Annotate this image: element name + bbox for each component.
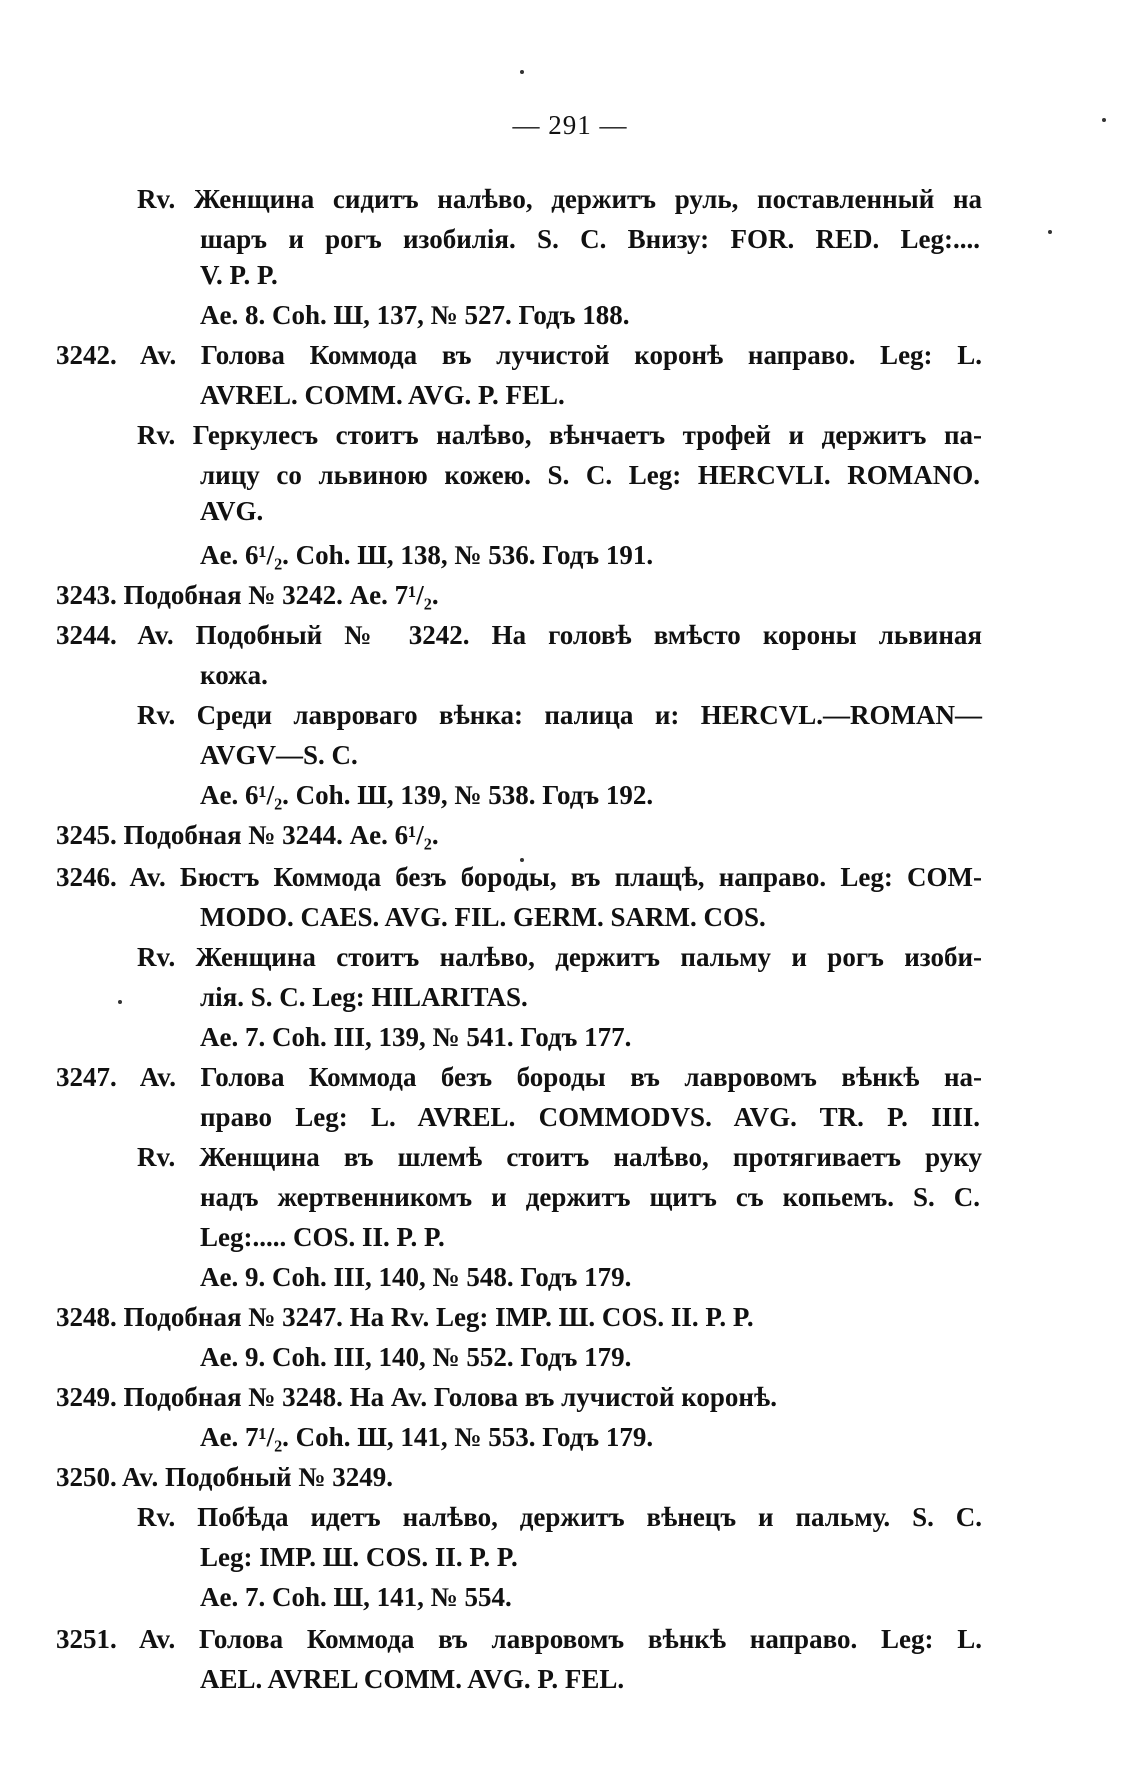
- text-line: Rv. Женщина стоитъ налѣво, держитъ пальму и рогъ изоби-: [137, 942, 982, 972]
- ink-speck: [520, 858, 524, 862]
- entry-3244-av: 3244. Av. Подобный № 3242. На головѣ вмѣсто короны львиная: [56, 620, 982, 650]
- text-line: лія. S. C. Leg: HILARITAS.: [200, 982, 528, 1012]
- entry-3249: 3249. Подобная № 3248. На Av. Голова въ лучистой коронѣ.: [56, 1382, 777, 1412]
- text-line: Ae. 7. Coh. Ш, 141, № 554.: [200, 1582, 512, 1612]
- ink-speck: [1048, 230, 1052, 234]
- entry-3242-av: 3242. Av. Голова Коммода въ лучистой коронѣ направо. Leg: L.: [56, 340, 982, 370]
- ink-speck: [118, 1000, 122, 1004]
- entry-3245: 3245. Подобная № 3244. Ae. 6¹/₂.: [56, 820, 439, 850]
- text-line: Ae. 7. Coh. III, 139, № 541. Годъ 177.: [200, 1022, 632, 1052]
- entry-3243: 3243. Подобная № 3242. Ae. 7¹/₂.: [56, 580, 439, 610]
- text-line: Rv. Женщина сидитъ налѣво, держитъ руль, поставленный на: [137, 184, 982, 214]
- text-line: Ae. 9. Coh. III, 140, № 548. Годъ 179.: [200, 1262, 632, 1292]
- text-line: Ae. 9. Coh. III, 140, № 552. Годъ 179.: [200, 1342, 632, 1372]
- entry-3251-av: 3251. Av. Голова Коммода въ лавровомъ вѣнкѣ направо. Leg: L.: [56, 1624, 982, 1654]
- text-line: Leg: IMP. Ш. COS. II. P. P.: [200, 1542, 518, 1572]
- text-line: Ae. 7¹/₂. Coh. Ш, 141, № 553. Годъ 179.: [200, 1422, 654, 1452]
- text-line: AVG.: [200, 496, 264, 526]
- page-number: — 291 —: [512, 110, 628, 140]
- text-line: шаръ и рогъ изобилія. S. C. Внизу: FOR. RED. Leg:....: [200, 224, 980, 254]
- entry-3250-av: 3250. Av. Подобный № 3249.: [56, 1462, 393, 1492]
- text-line: Ae. 6¹/₂. Coh. Ш, 139, № 538. Годъ 192.: [200, 780, 654, 810]
- text-line: лицу со львиною кожею. S. C. Leg: HERCVLI. ROMANO.: [200, 460, 980, 490]
- ink-speck: [1102, 118, 1106, 122]
- text-line: Ae. 6¹/₂. Coh. Ш, 138, № 536. Годъ 191.: [200, 540, 654, 570]
- text-line: AVGV—S. C.: [200, 740, 358, 770]
- text-line: надъ жертвенникомъ и держитъ щитъ съ копьемъ. S. C.: [200, 1182, 980, 1212]
- entry-3247-av: 3247. Av. Голова Коммода безъ бороды въ лавровомъ вѣнкѣ на-: [56, 1062, 982, 1092]
- text-line: Leg:..... COS. II. P. P.: [200, 1222, 445, 1252]
- text-line: AVREL. COMM. AVG. P. FEL.: [200, 380, 565, 410]
- text-line: кожа.: [200, 660, 268, 690]
- text-line: Rv. Среди лавроваго вѣнка: палица и: HERCVL.—ROMAN—: [137, 700, 982, 730]
- ink-speck: [520, 70, 524, 74]
- text-line: Rv. Побѣда идетъ налѣво, держитъ вѣнецъ и пальму. S. C.: [137, 1502, 982, 1532]
- text-line: Rv. Женщина въ шлемѣ стоитъ налѣво, протягиваетъ руку: [137, 1142, 982, 1172]
- text-line: AEL. AVREL COMM. AVG. P. FEL.: [200, 1664, 625, 1694]
- text-line: MODO. CAES. AVG. FIL. GERM. SARM. COS.: [200, 902, 766, 932]
- text-line: Ae. 8. Coh. Ш, 137, № 527. Годъ 188.: [200, 300, 630, 330]
- text-line: право Leg: L. AVREL. COMMODVS. AVG. TR. P. IIII.: [200, 1102, 980, 1132]
- entry-3248: 3248. Подобная № 3247. На Rv. Leg: IMP. Ш. COS. II. P. P.: [56, 1302, 754, 1332]
- text-line: V. P. P.: [200, 260, 278, 290]
- text-line: Rv. Геркулесъ стоитъ налѣво, вѣнчаетъ трофей и держитъ па-: [137, 420, 982, 450]
- entry-3246-av: 3246. Av. Бюстъ Коммода безъ бороды, въ плащѣ, направо. Leg: COM-: [56, 862, 982, 892]
